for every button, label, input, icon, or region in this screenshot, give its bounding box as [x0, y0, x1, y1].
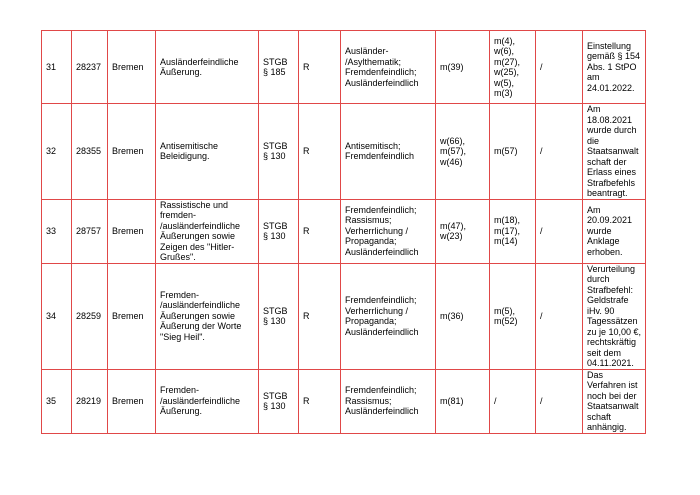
cell-opfer: w(66), m(57), w(46)	[436, 104, 490, 200]
cell-nr: 31	[42, 31, 72, 104]
cell-kennzeichen: R	[299, 199, 341, 263]
cell-beschreibung: Fremden- /ausländerfeindliche Äußerung.	[156, 369, 259, 433]
cell-kategorie: Fremdenfeindlich; Rassismus; Verherrlichung / Propaganda; Ausländerfeindlich	[341, 199, 436, 263]
cell-sonstige: /	[536, 263, 583, 369]
table-row	[42, 263, 646, 369]
cell-taeter: m(18), m(17), m(14)	[490, 199, 536, 263]
cell-taeter: m(4), w(6), m(27), w(25), w(5), m(3)	[490, 31, 536, 104]
cell-ort: Bremen	[108, 31, 156, 104]
cell-ort: Bremen	[108, 199, 156, 263]
cell-code: 28757	[72, 199, 108, 263]
cell-nr: 34	[42, 263, 72, 369]
cell-gesetz: STGB § 130	[259, 263, 299, 369]
cell-gesetz: STGB § 130	[259, 104, 299, 200]
cell-nr: 33	[42, 199, 72, 263]
cell-opfer: m(47), w(23)	[436, 199, 490, 263]
cell-beschreibung: Antisemitische Beleidigung.	[156, 104, 259, 200]
cell-status: Am 20.09.2021 wurde Anklage erhoben.	[583, 199, 646, 263]
cell-kategorie: Antisemitisch; Fremdenfeindlich	[341, 104, 436, 200]
cell-sonstige: /	[536, 31, 583, 104]
cell-taeter: m(57)	[490, 104, 536, 200]
table-row	[42, 31, 646, 104]
cell-code: 28355	[72, 104, 108, 200]
cell-gesetz: STGB § 130	[259, 369, 299, 433]
cell-gesetz: STGB § 185	[259, 31, 299, 104]
cell-code: 28237	[72, 31, 108, 104]
cell-ort: Bremen	[108, 104, 156, 200]
cell-kategorie: Fremdenfeindlich; Rassismus; Ausländerfeindlich	[341, 369, 436, 433]
cell-ort: Bremen	[108, 263, 156, 369]
cell-beschreibung: Ausländerfeindliche Äußerung.	[156, 31, 259, 104]
cell-status: Am 18.08.2021 wurde durch die Staatsanwalt schaft der Erlass eines Strafbefehls beantragt.	[583, 104, 646, 200]
cell-sonstige: /	[536, 369, 583, 433]
cell-opfer: m(36)	[436, 263, 490, 369]
table-row	[42, 199, 646, 263]
cell-status: Einstellung gemäß § 154 Abs. 1 StPO am 24.01.2022.	[583, 31, 646, 104]
cell-beschreibung: Fremden- /ausländerfeindliche Äußerungen sowie Äußerung der Worte "Sieg Heil".	[156, 263, 259, 369]
cell-ort: Bremen	[108, 369, 156, 433]
cell-gesetz: STGB § 130	[259, 199, 299, 263]
cell-nr: 32	[42, 104, 72, 200]
cell-opfer: m(81)	[436, 369, 490, 433]
cell-kennzeichen: R	[299, 263, 341, 369]
cell-code: 28219	[72, 369, 108, 433]
cell-kennzeichen: R	[299, 31, 341, 104]
cell-beschreibung: Rassistische und fremden- /ausländerfeindliche Äußerungen sowie Zeigen des "Hitler- Grußes".	[156, 199, 259, 263]
cell-taeter: m(5), m(52)	[490, 263, 536, 369]
cell-status: Das Verfahren ist noch bei der Staatsanwalt schaft anhängig.	[583, 369, 646, 433]
table-row	[42, 104, 646, 200]
cell-status: Verurteilung durch Strafbefehl: Geldstrafe iHv. 90 Tagessätzen zu je 10,00 €, rechtskräftig seit dem 04.11.2021.	[583, 263, 646, 369]
cell-opfer: m(39)	[436, 31, 490, 104]
cell-code: 28259	[72, 263, 108, 369]
table-row	[42, 369, 646, 433]
cell-taeter: /	[490, 369, 536, 433]
cell-kennzeichen: R	[299, 104, 341, 200]
cell-sonstige: /	[536, 199, 583, 263]
cell-kategorie: Ausländer- /Asylthematik; Fremdenfeindlich; Ausländerfeindlich	[341, 31, 436, 104]
cell-sonstige: /	[536, 104, 583, 200]
cell-kategorie: Fremdenfeindlich; Verherrlichung / Propaganda; Ausländerfeindlich	[341, 263, 436, 369]
case-table	[41, 30, 646, 434]
cell-nr: 35	[42, 369, 72, 433]
cell-kennzeichen: R	[299, 369, 341, 433]
